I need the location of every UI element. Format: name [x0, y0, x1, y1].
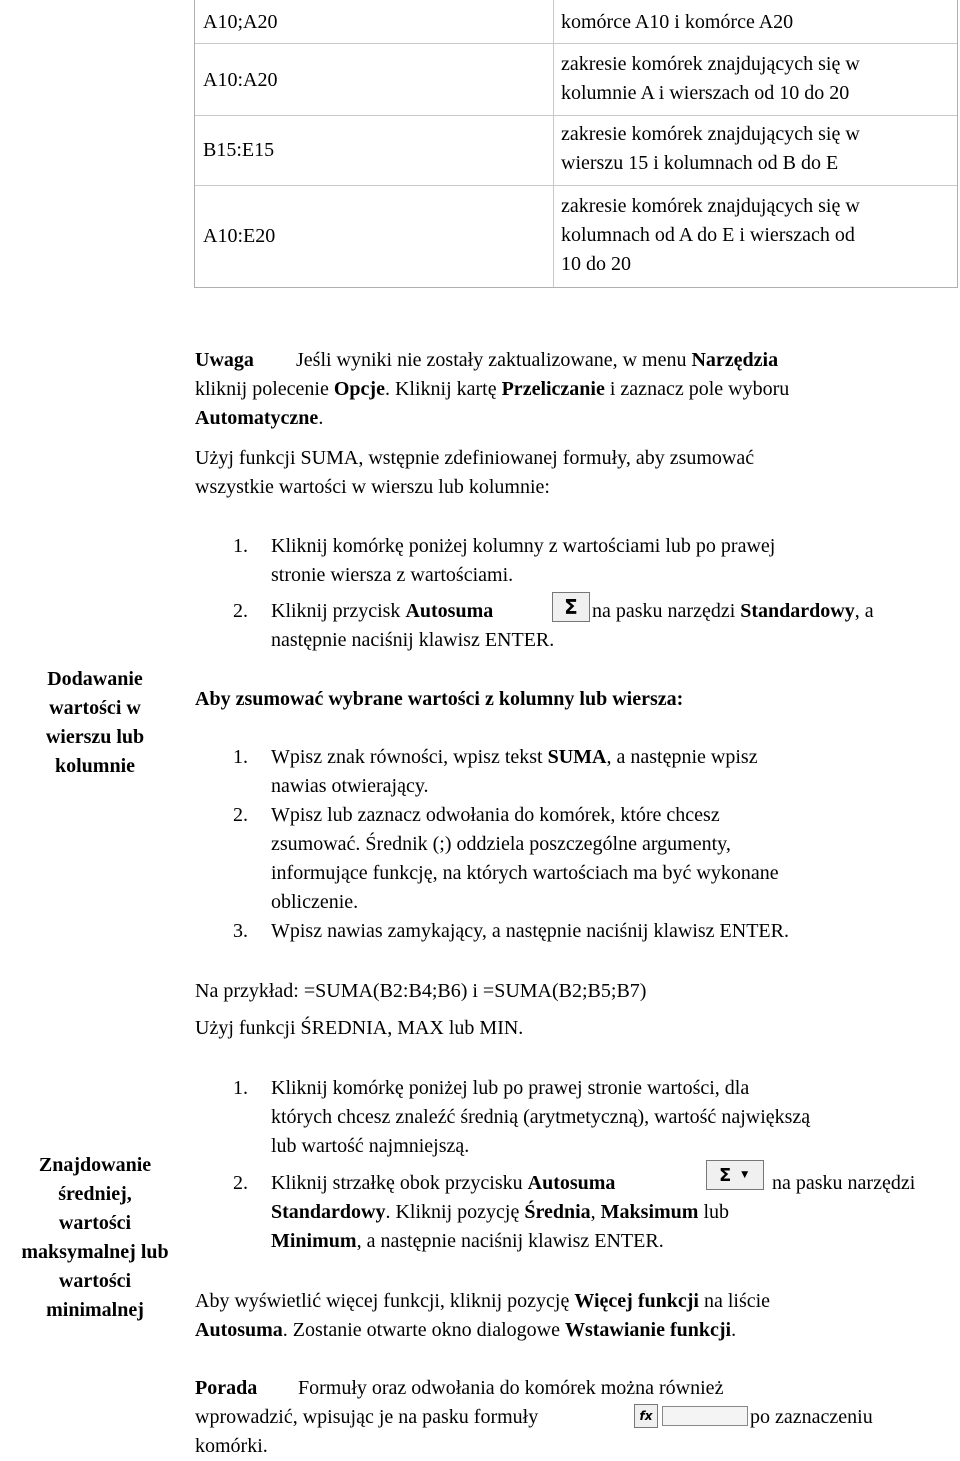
step-number: 3.: [233, 920, 248, 942]
step-text: [271, 1227, 664, 1256]
section-label-line: wierszu lub: [45, 726, 145, 748]
step-text-part: lub: [698, 1201, 730, 1223]
formula-bar-field[interactable]: [662, 1406, 748, 1426]
autosum-dropdown-button[interactable]: [706, 1160, 764, 1190]
step-text: których chcesz znaleźć średnią (arytmetyczną), wartość największą: [271, 1106, 811, 1128]
reference-description: [561, 120, 951, 178]
toolbar-name-standardowy: Standardowy: [740, 600, 855, 622]
tip-text: komórki.: [195, 1435, 268, 1457]
section-label-sum: [0, 665, 190, 781]
step-text-part: Kliknij strzałkę obok przycisku: [271, 1172, 528, 1194]
note-line-2: [195, 375, 789, 404]
item-name-maksimum: Maksimum: [600, 1201, 699, 1223]
note-line-3: [195, 404, 323, 433]
note-text: . Kliknij kartę: [384, 378, 502, 400]
step-text-part: na pasku narzędzi: [592, 600, 741, 622]
step-text-part: , a następnie wpisz: [606, 746, 758, 768]
section-label-line: minimalnej: [46, 1299, 144, 1321]
button-name-autosuma: Autosuma: [527, 1172, 616, 1194]
table-row: [195, 0, 957, 44]
description-line: zakresie komórek znajdujących się w: [561, 195, 860, 217]
insert-function-fx-icon[interactable]: [634, 1404, 658, 1428]
step-text: następnie naciśnij klawisz ENTER.: [271, 629, 555, 651]
step-text: [271, 743, 758, 772]
note-text: kliknij polecenie: [195, 378, 334, 400]
description-line: kolumnie A i wierszach od 10 do 20: [561, 82, 850, 104]
note-text: Jeśli wyniki nie zostały zaktualizowane, w menu: [296, 349, 692, 371]
step-text: Wpisz nawias zamykający, a następnie naciśnij klawisz ENTER.: [271, 920, 789, 942]
step-number: 1.: [233, 1077, 248, 1099]
fx-icon: fx: [639, 1409, 653, 1423]
step-number: 1.: [233, 535, 248, 557]
step-text: nawias otwierający.: [271, 775, 429, 797]
section-label-line: Dodawanie: [47, 668, 143, 690]
more-functions-line-2: [195, 1316, 736, 1345]
step-text: [271, 1169, 615, 1198]
description-line: wierszu 15 i kolumnach od B do E: [561, 152, 839, 174]
step-text: zsumować. Średnik (;) oddziela poszczególne argumenty,: [271, 833, 731, 855]
step-text: Wpisz lub zaznacz odwołania do komórek, które chcesz: [271, 804, 720, 826]
reference-code: A10:A20: [203, 69, 278, 91]
dialog-name-wstawianie-funkcji: Wstawianie funkcji: [564, 1319, 732, 1341]
step-text: na pasku narzędzi: [772, 1172, 916, 1194]
description-line: 10 do 20: [561, 253, 631, 275]
step-number: 2.: [233, 1172, 248, 1194]
sum-example: Na przykład: =SUMA(B2:B4;B6) i =SUMA(B2;B5;B7): [195, 980, 647, 1002]
step-text: stronie wiersza z wartościami.: [271, 564, 514, 586]
tip-text: wprowadzić, wpisując je na pasku formuły: [195, 1406, 539, 1428]
table-row: [195, 186, 957, 287]
tip-text: po zaznaczeniu: [750, 1406, 873, 1428]
step-text: obliczenie.: [271, 891, 359, 913]
step-text-part: . Kliknij pozycję: [385, 1201, 525, 1223]
toolbar-name-standardowy: Standardowy: [271, 1201, 386, 1223]
tab-name-przeliczanie: Przeliczanie: [501, 378, 605, 400]
section-label-line: maksymalnej lub: [21, 1241, 169, 1263]
command-name-opcje: Opcje: [333, 378, 385, 400]
average-intro: Użyj funkcji ŚREDNIA, MAX lub MIN.: [195, 1017, 524, 1039]
function-name-suma: SUMA: [547, 746, 607, 768]
autosum-sigma-icon[interactable]: [552, 592, 590, 622]
step-text: [271, 1198, 729, 1227]
step-number: 2.: [233, 804, 248, 826]
step-text: [592, 597, 874, 626]
paragraph-text: .: [731, 1319, 737, 1341]
sum-intro-line: wszystkie wartości w wierszu lub kolumnie:: [195, 476, 550, 498]
description-line: zakresie komórek znajdujących się w: [561, 123, 860, 145]
dropdown-arrow-icon: ▼: [741, 1170, 749, 1180]
reference-description: [561, 192, 951, 279]
item-name-wiecej-funkcji: Więcej funkcji: [574, 1290, 699, 1312]
button-name-autosuma: Autosuma: [195, 1319, 283, 1341]
note-text: i zaznacz pole wyboru: [604, 378, 790, 400]
section-label-line: wartości: [58, 1212, 132, 1234]
tip-label: Porada: [195, 1377, 258, 1399]
step-text-part: , a następnie naciśnij klawisz ENTER.: [356, 1230, 664, 1252]
step-text-part: , a: [854, 600, 874, 622]
section-label-average: [0, 1151, 190, 1325]
paragraph-text: Aby wyświetlić więcej funkcji, kliknij pozycję: [195, 1290, 575, 1312]
menu-name-narzedzia: Narzędzia: [691, 349, 779, 371]
tip-text: Formuły oraz odwołania do komórek można również: [298, 1377, 724, 1399]
step-text: Kliknij komórkę poniżej kolumny z wartościami lub po prawej: [271, 535, 776, 557]
step-number: 1.: [233, 746, 248, 768]
section-label-line: Znajdowanie: [38, 1154, 152, 1176]
description-line: kolumnach od A do E i wierszach od: [561, 224, 855, 246]
more-functions-line-1: [195, 1287, 770, 1316]
step-text: lub wartość najmniejszą.: [271, 1135, 470, 1157]
note-text: .: [318, 407, 324, 429]
table-row: [195, 116, 957, 186]
reference-code: B15:E15: [203, 139, 275, 161]
step-text: Kliknij komórkę poniżej lub po prawej stronie wartości, dla: [271, 1077, 750, 1099]
sigma-icon: Σ: [719, 1164, 732, 1186]
description-line: komórce A10 i komórce A20: [561, 11, 794, 33]
button-name-autosuma: Autosuma: [405, 600, 494, 622]
step-text-part: Wpisz znak równości, wpisz tekst: [271, 746, 548, 768]
step-text: informujące funkcję, na których wartościach ma być wykonane: [271, 862, 779, 884]
item-name-minimum: Minimum: [271, 1230, 357, 1252]
note-label: Uwaga: [195, 349, 254, 371]
paragraph-text: . Zostanie otwarte okno dialogowe: [282, 1319, 565, 1341]
step-number: 2.: [233, 600, 248, 622]
note-line-1-text: [296, 346, 778, 375]
tip-line-1: [195, 1374, 257, 1403]
sum-subheading: Aby zsumować wybrane wartości z kolumny lub wiersza:: [195, 688, 684, 710]
reference-code: A10;A20: [203, 11, 278, 33]
step-text: [271, 597, 493, 626]
reference-description: [561, 50, 951, 108]
item-name-srednia: Średnia: [524, 1201, 591, 1223]
cell-reference-table: [194, 0, 958, 288]
section-label-line: kolumnie: [54, 755, 136, 777]
option-name-automatyczne: Automatyczne: [195, 407, 319, 429]
step-text-part: ,: [590, 1201, 601, 1223]
section-label-line: średniej,: [58, 1183, 132, 1205]
sum-intro-line: Użyj funkcji SUMA, wstępnie zdefiniowanej formuły, aby zsumować: [195, 447, 755, 469]
section-label-line: wartości w: [49, 697, 141, 719]
table-row: [195, 44, 957, 116]
reference-code: A10:E20: [203, 225, 276, 247]
paragraph-text: na liście: [698, 1290, 771, 1312]
note-line-1: [195, 346, 254, 375]
reference-description: [561, 8, 951, 37]
step-text-part: Kliknij przycisk: [271, 600, 406, 622]
sigma-icon: Σ: [564, 595, 578, 619]
section-label-line: wartości: [58, 1270, 132, 1292]
description-line: zakresie komórek znajdujących się w: [561, 53, 860, 75]
